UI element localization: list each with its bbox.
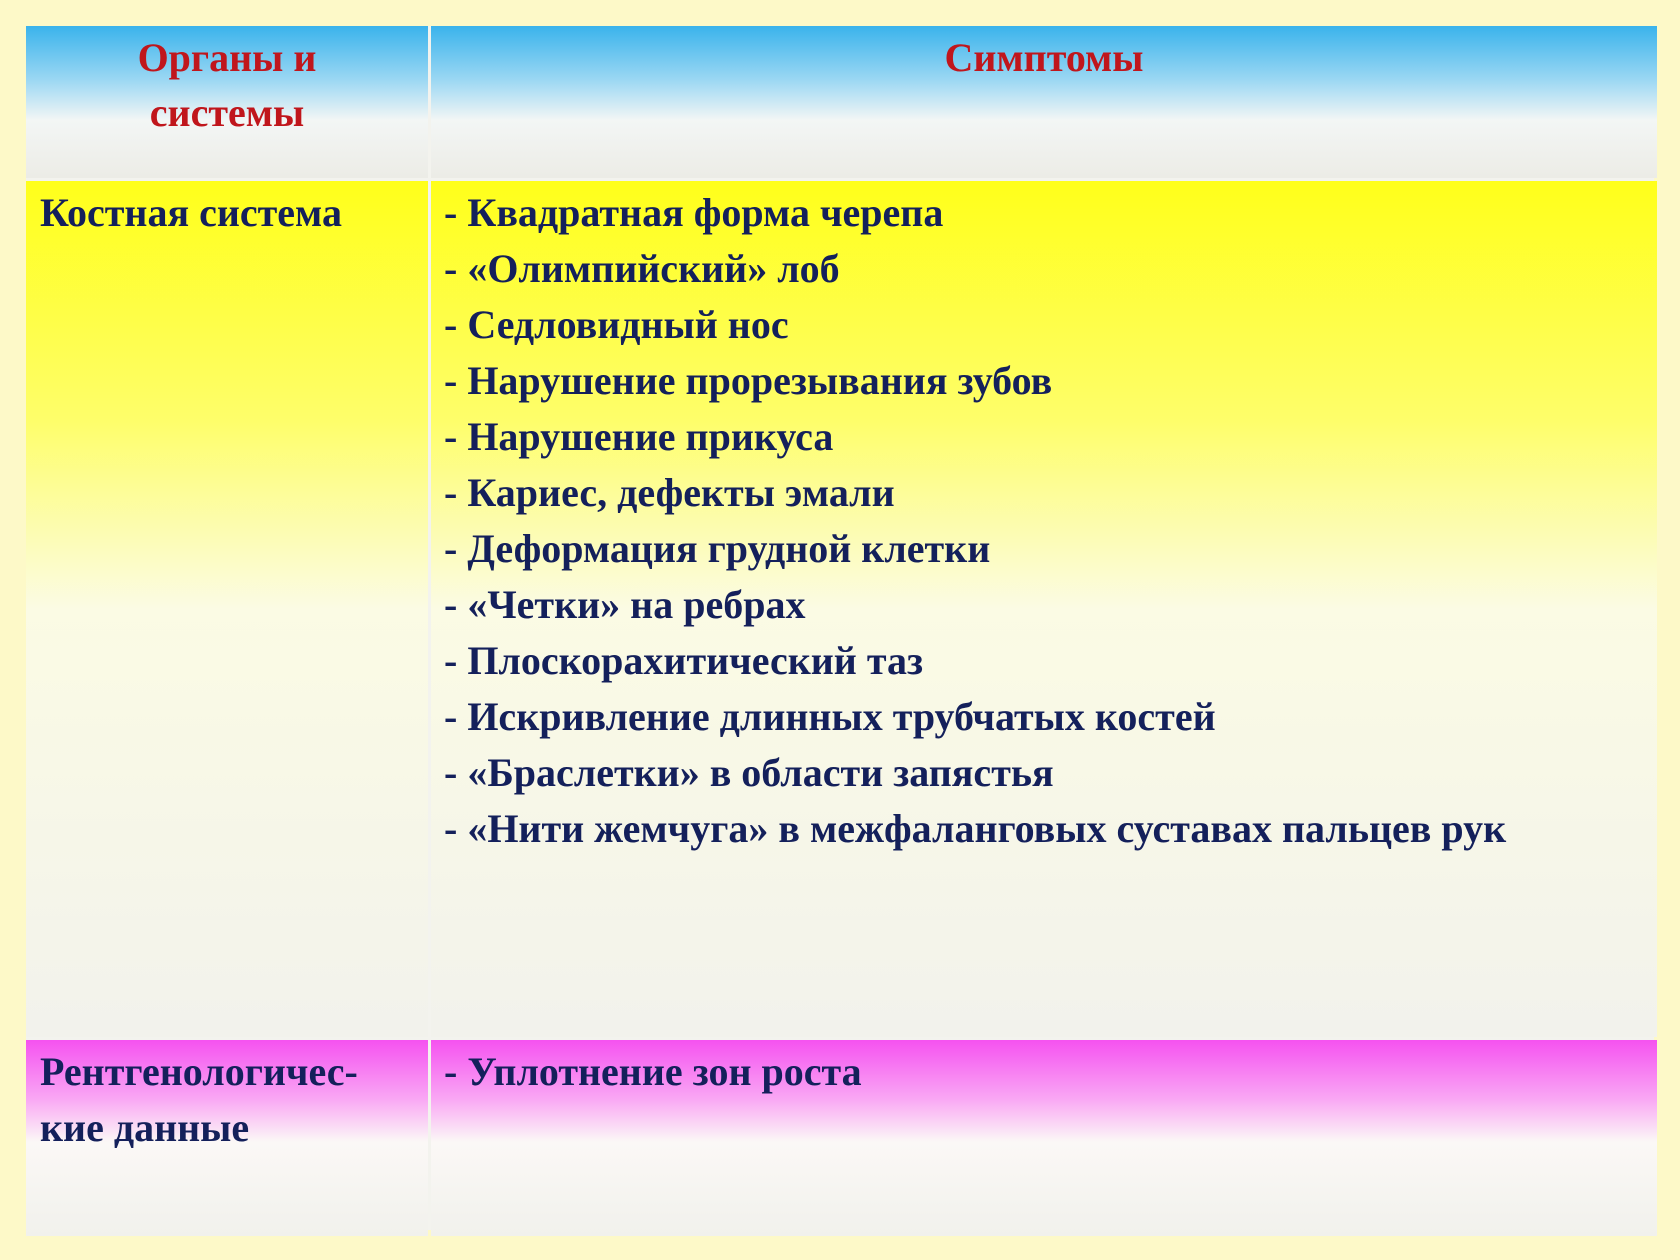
symptom-item: - Деформация грудной клетки: [444, 526, 991, 571]
row-label: Рентгенологичес-кие данные: [40, 1049, 358, 1150]
header-symptoms: [431, 26, 1657, 178]
symptom-item: - Седловидный нос: [444, 302, 789, 347]
symptom-item: - «Браслетки» в области запястья: [444, 750, 1054, 795]
row-xray-label-cell: [26, 1040, 428, 1236]
header-organs-systems: [26, 26, 428, 178]
symptom-item: - Уплотнение зон роста: [444, 1049, 862, 1094]
header-organs-systems-label: Органы и системы: [137, 35, 317, 135]
symptom-item: - Плоскорахитический таз: [444, 638, 924, 683]
symptom-item: - Искривление длинных трубчатых костей: [444, 694, 1216, 739]
symptom-item: - «Олимпийский» лоб: [444, 246, 840, 291]
row-label: Костная система: [40, 190, 343, 235]
symptom-item: - Квадратная форма черепа: [444, 190, 944, 235]
symptom-item: - Нарушение прикуса: [444, 414, 834, 459]
symptom-item: - «Нити жемчуга» в межфаланговых суставах пальцев рук: [444, 806, 1507, 851]
row-xray-symptoms-cell: [431, 1040, 1657, 1236]
header-symptoms-label: Симптомы: [944, 35, 1144, 80]
symptom-list: [444, 1044, 1643, 1100]
symptoms-table: [26, 26, 1654, 1230]
symptom-item: - Нарушение прорезывания зубов: [444, 358, 1053, 403]
row-bone-system-symptoms-cell: [431, 181, 1657, 1037]
symptom-item: - «Четки» на ребрах: [444, 582, 806, 627]
row-bone-system-label-cell: [26, 181, 428, 1037]
symptom-item: - Кариес, дефекты эмали: [444, 470, 895, 515]
symptom-list: [444, 185, 1643, 857]
